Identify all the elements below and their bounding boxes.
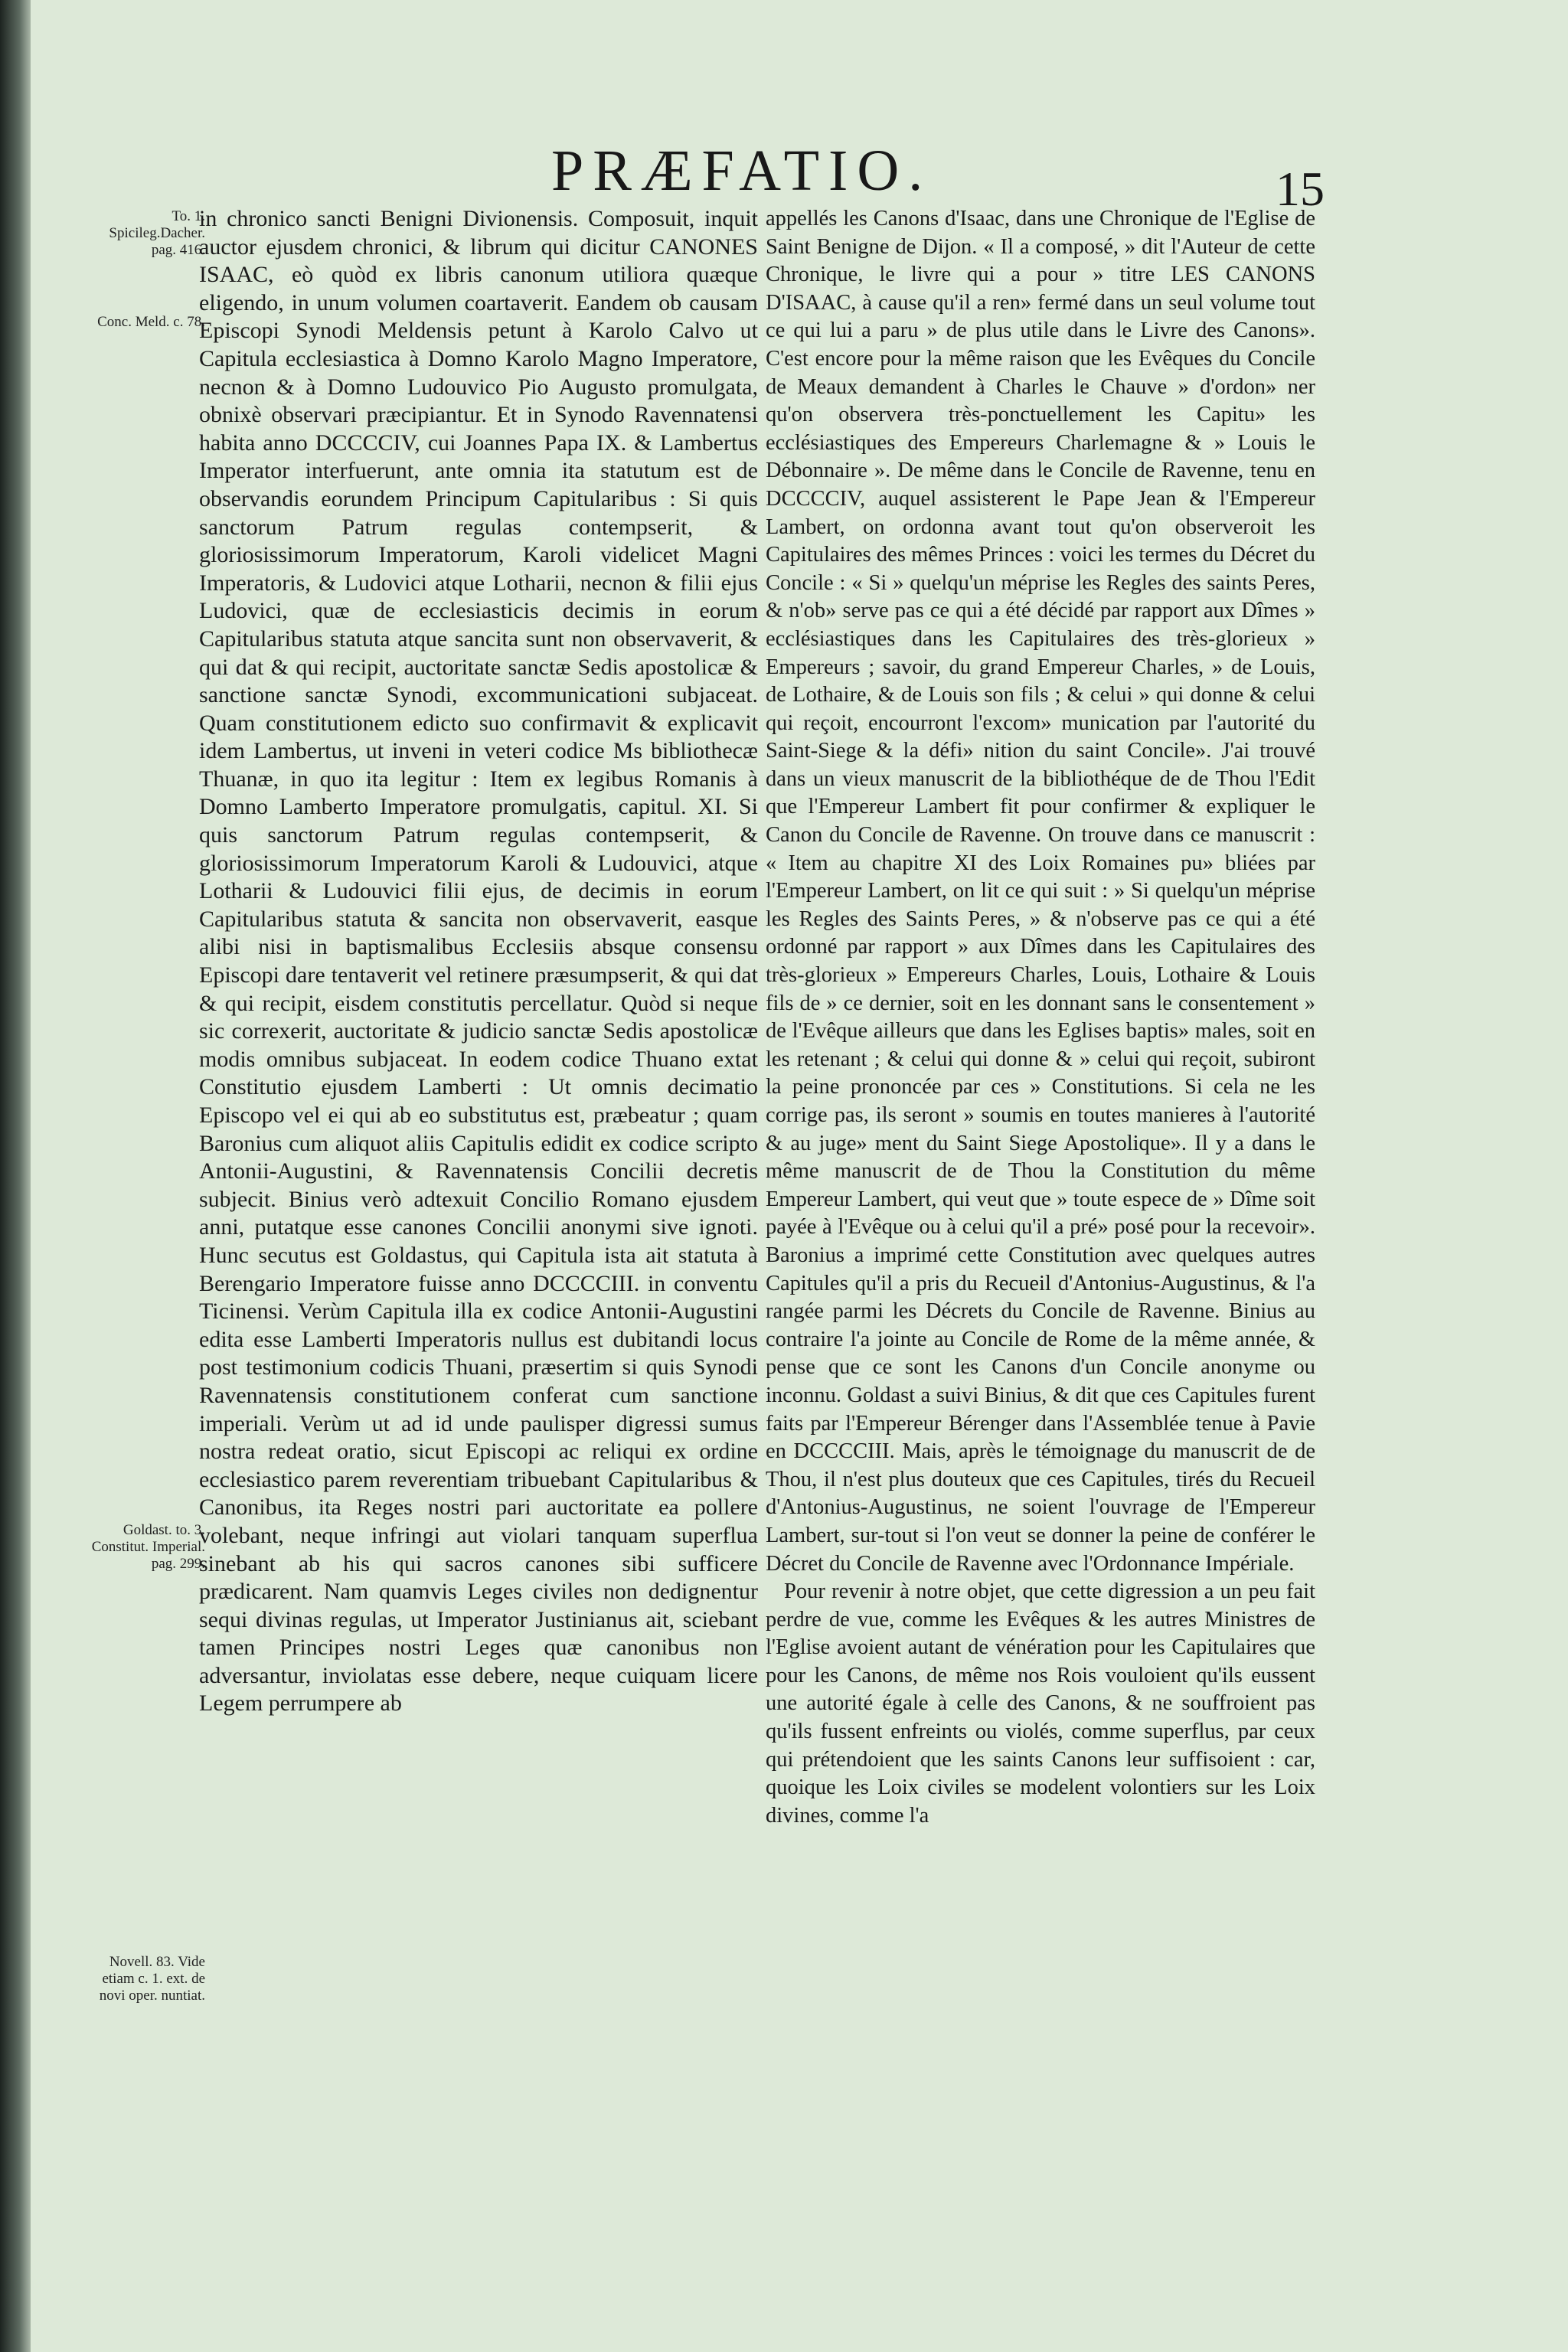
margin-note: Goldast. to. 3. Constitut. Imperial. pag. 299. [91,1522,205,1572]
french-column [766,205,1315,1830]
french-paragraph: Pour revenir à notre objet, que cette digression a un peu fait perdre de vue, comme les Evêques & les autres Ministres de l'Eglise avoient autant de vénération pour les Capitulaires que pour les Canons, de même nos Rois vouloient qu'ils eussent une autorité égale à celle des Canons, & ne souffroient pas qu'ils fussent enfreints ou violés, comme superflus, par ceux qui prétendoient que les saints Canons leur suffisoient : car, quoique les Loix civiles se modelent volontiers sur les Loix divines, comme l'a [766,1579,1315,1828]
book-page [31,0,1568,2352]
latin-column [199,205,758,1718]
latin-text: in chronico sancti Benigni Divionensis. Composuit, inquit auctor ejusdem chronici, & librum qui dicitur CANONES ISAAC, eò quòd ex libris canonum utiliora quæque eligendo, in unum volumen coartaverit. Eandem ob causam Episcopi Synodi Meldensis petunt à Karolo Calvo ut Capitula ecclesiastica à Domno Karolo Magno Imperatore, necnon & à Domno Ludouvico Pio Augusto promulgata, obnixè observari præcipiantur. Et in Synodo Ravennatensi habita anno DCCCCIV, cui Joannes Papa IX. & Lambertus Imperator interfuerunt, ante omnia ita statutum est de observandis eorundem Principum Capitularibus : Si quis sanctorum Patrum regulas contempserit, & gloriosissimorum Imperatorum, Karoli videlicet Magni Imperatoris, & Ludovici atque Lotharii, necnon & filii ejus Ludovici, quæ de ecclesiasticis decimis in eorum Capitularibus statuta atque sancita sunt non observaverit, & qui dat & qui recipit, auctoritate sanctæ Sedis apostolicæ & sanctione sanctæ Synodi, excommunicationi subjaceat. Quam constitutionem edicto suo confirmavit & explicavit idem Lambertus, ut inveni in veteri codice Ms bibliothecæ Thuanæ, in quo ita legitur : Item ex legibus Romanis à Domno Lamberto Imperatore promulgatis, capitul. XI. Si quis sanctorum Patrum regulas contempserit, & gloriosissimorum Imperatorum Karoli & Ludouvici, atque Lotharii & Ludouvici filii ejus, de decimis in eorum Capitularibus statuta & sancita non observaverit, easque alibi nisi in baptismalibus Ecclesiis absque consensu Episcopi dare tentaverit vel retinere præsumpserit, & qui dat & qui recipit, eisdem constitutis percellatur. Quòd si neque sic correxerit, auctoritate & judicio sanctæ Sedis apostolicæ modis omnibus subjaceat. In eodem codice Thuano extat Constitutio ejusdem Lamberti : Ut omnis decimatio Episcopo vel ei qui ab eo substitutus est, præbeatur ; quam Baronius cum aliquot aliis Capitulis edidit ex codice scripto Antonii-Augustini, & Ravennatensis Concilii decretis subjecit. Binius verò adtexuit Concilio Romano ejusdem anni, putatque esse canones Concilii anonymi sive ignoti. Hunc secutus est Goldastus, qui Capitula ista ait statuta à Berengario Imperatore fuisse anno DCCCCIII. in conventu Ticinensi. Verùm Capitula illa ex codice Antonii-Augustini edita esse Lamberti Imperatoris nullus est dubitandi locus post testimonium codicis Thuani, præsertim si quis Synodi Ravennatensis constitutionem conferat cum sanctione imperiali. Verùm ut ad id unde paulisper digressi sumus nostra redeat oratio, sicut Episcopi ac reliqui ex ordine ecclesiastico parem reverentiam tribuebant Capitularibus & Canonibus, ita Reges nostri pari auctoritate ea pollere volebant, neque infringi aut violari tanquam superflua sinebant ab his qui sacros canones sibi sufficere prædicarent. Nam quamvis Leges civiles non dedignentur sequi divinas regulas, ut Imperator Justinianus ait, sciebant tamen Principes nostri Leges quæ canonibus non adversantur, inviolatas esse debere, neque cuiquam licere Legem perrumpere ab [199,206,758,1717]
french-paragraph: appellés les Canons d'Isaac, dans une Chronique de l'Eglise de Saint Benigne de Dijon. « Il a composé, » dit l'Auteur de cette Chronique, le livre qui a pour » titre LES CANONS D'ISAAC, à cause qu'il a ren» fermé dans un seul volume tout ce qui lui a paru » de plus utile dans le Livre des Canons». C'est encore pour la même raison que les Evêques du Concile de Meaux demandent à Charles le Chauve » d'ordon» ner qu'on observera très-ponctuellement les Capitu» les ecclésiastiques des Empereurs Charlemagne & » Louis le Débonnaire ». De même dans le Concile de Ravenne, tenu en DCCCCIV, auquel assisterent le Pape Jean & l'Empereur Lambert, on ordonna avant tout qu'on observeroit les Capitulaires des mêmes Princes : voici les termes du Décret du Concile : « Si » quelqu'un méprise les Regles des saints Peres, & n'ob» serve pas ce qui a été décidé par rapport aux Dîmes » ecclésiastiques dans les Capitulaires des très-glorieux » Empereurs ; savoir, du grand Empereur Charles, » de Louis, de Lothaire, & de Louis son fils ; & celui » qui donne & celui qui reçoit, encourront l'excom» munication par l'autorité du Saint-Siege & la défi» nition du saint Concile». J'ai trouvé dans un vieux manuscrit de la bibliothéque de de Thou l'Edit que l'Empereur Lambert fit pour confirmer & expliquer le Canon du Concile de Ravenne. On trouve dans ce manuscrit : « Item au chapitre XI des Loix Romaines pu» bliées par l'Empereur Lambert, on lit ce qui suit : » Si quelqu'un méprise les Regles des Saints Peres, » & n'observe pas ce qui a été ordonné par rapport » aux Dîmes dans les Capitulaires des très-glorieux » Empereurs Charles, Louis, Lothaire & Louis fils de » ce dernier, soit en les donnant sans le consentement » de l'Evêque ailleurs que dans les Eglises baptis» males, soit en les retenant ; & celui qui donne & » celui qui reçoit, subiront la peine prononcée par ces » Constitutions. Si cela ne les corrige pas, ils seront » soumis en toutes manieres à l'autorité & au juge» ment du Saint Siege Apostolique». Il y a dans le même manuscrit de de Thou la Constitution du même Empereur Lambert, qui veut que » toute espece de » Dîme soit payée à l'Evêque ou à celui qu'il a pré» posé pour la recevoir». Baronius a imprimé cette Constitution avec quelques autres Capitules qu'il a pris du Recueil d'Antonius-Augustinus, & l'a rangée parmi les Décrets du Concile de Ravenne. Binius au contraire l'a jointe au Concile de Rome de la même année, & pense que ce sont les Canons d'un Concile anonyme ou inconnu. Goldast a suivi Binius, & dit que ces Capitules furent faits par l'Empereur Bérenger dans l'Assemblée tenue à Pavie en DCCCCIII. Mais, après le témoignage du manuscrit de de Thou, il n'est plus douteux que ces Capitules, tirés du Recueil d'Antonius-Augustinus, ne soient l'ouvrage de l'Empereur Lambert, sur-tout si l'on veut se donner la peine de conférer le Décret du Concile de Ravenne avec l'Ordonnance Impériale. [766,207,1315,1576]
page-header [31,138,1568,216]
margin-note: To. 1. Spicileg.Dacher. pag. 416. [109,208,205,258]
margin-note: Novell. 83. Vide etiam c. 1. ext. de novi oper. nuntiat. [99,1954,205,2004]
page-number: 15 [1276,162,1325,216]
margin-note: Conc. Meld. c. 78. [97,314,205,330]
running-head: PRÆFATIO. [551,139,933,203]
